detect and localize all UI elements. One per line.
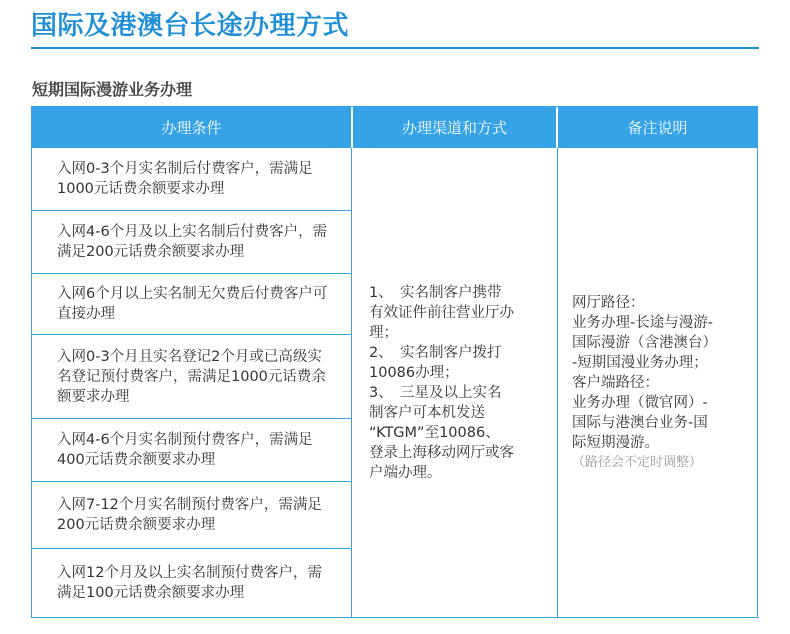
condition-row bbox=[32, 274, 351, 335]
condition-row bbox=[32, 335, 351, 419]
note-hint: （路径会不定时调整） bbox=[572, 454, 703, 470]
channels-text bbox=[369, 283, 514, 483]
title-divider bbox=[31, 47, 759, 49]
condition-row bbox=[32, 482, 351, 549]
section-title: 短期国际漫游业务办理 bbox=[32, 80, 193, 99]
header-notes: 备注说明 bbox=[558, 107, 757, 148]
channel-line: 2、 实名制客户拨打 bbox=[369, 344, 502, 361]
channel-line: 3、 三星及以上实名 bbox=[369, 384, 502, 401]
condition-row bbox=[32, 549, 351, 617]
channels-cell bbox=[352, 148, 557, 617]
roaming-table bbox=[31, 106, 758, 618]
page-title: 国际及港澳台长途办理方式 bbox=[31, 11, 350, 41]
channel-line: 10086办理； bbox=[369, 364, 459, 381]
notes-text bbox=[572, 293, 717, 473]
channel-line: 有效证件前往营业厅办 bbox=[369, 304, 514, 321]
condition-text: 入网7-12个月实名制预付费客户，需满足200元话费余额要求办理 bbox=[57, 497, 322, 533]
notes-cell bbox=[558, 148, 757, 617]
condition-text: 入网0-3个月且实名登记2个月或已高级实名登记预付费客户，需满足1000元话费余额要求办理 bbox=[57, 348, 326, 405]
channel-line: 制客户可本机发送 bbox=[369, 404, 485, 421]
channel-line: 登录上海移动网厅或客 bbox=[369, 444, 514, 461]
channel-line: 户端办理。 bbox=[369, 464, 442, 481]
condition-text: 入网4-6个月及以上实名制后付费客户，需满足200元话费余额要求办理 bbox=[57, 224, 328, 260]
note-line: 业务办理（微官网）- bbox=[572, 394, 708, 411]
condition-text: 入网0-3个月实名制后付费客户，需满足1000元话费余额要求办理 bbox=[57, 161, 313, 197]
note-line: 网厅路径： bbox=[572, 294, 645, 311]
header-conditions: 办理条件 bbox=[32, 107, 351, 148]
condition-row bbox=[32, 419, 351, 482]
channel-line: “KTGM”至10086、 bbox=[369, 424, 500, 441]
header-channels: 办理渠道和方式 bbox=[353, 107, 556, 148]
condition-text: 入网4-6个月实名制预付费客户，需满足400元话费余额要求办理 bbox=[57, 432, 313, 468]
condition-text: 入网12个月及以上实名制预付费客户，需满足100元话费余额要求办理 bbox=[57, 565, 322, 601]
note-line: 际短期漫游。 bbox=[572, 434, 659, 451]
channel-line: 理； bbox=[369, 324, 398, 341]
note-line: 国际漫游（含港澳台） bbox=[572, 334, 717, 351]
condition-row bbox=[32, 211, 351, 274]
channel-line: 1、 实名制客户携带 bbox=[369, 284, 502, 301]
condition-row bbox=[32, 148, 351, 211]
condition-text: 入网6个月以上实名制无欠费后付费客户可直接办理 bbox=[57, 286, 328, 322]
note-line: -短期国漫业务办理； bbox=[572, 354, 708, 371]
note-line: 客户端路径： bbox=[572, 374, 659, 391]
note-line: 业务办理-长途与漫游- bbox=[572, 314, 713, 331]
note-line: 国际与港澳台业务-国 bbox=[572, 414, 708, 431]
